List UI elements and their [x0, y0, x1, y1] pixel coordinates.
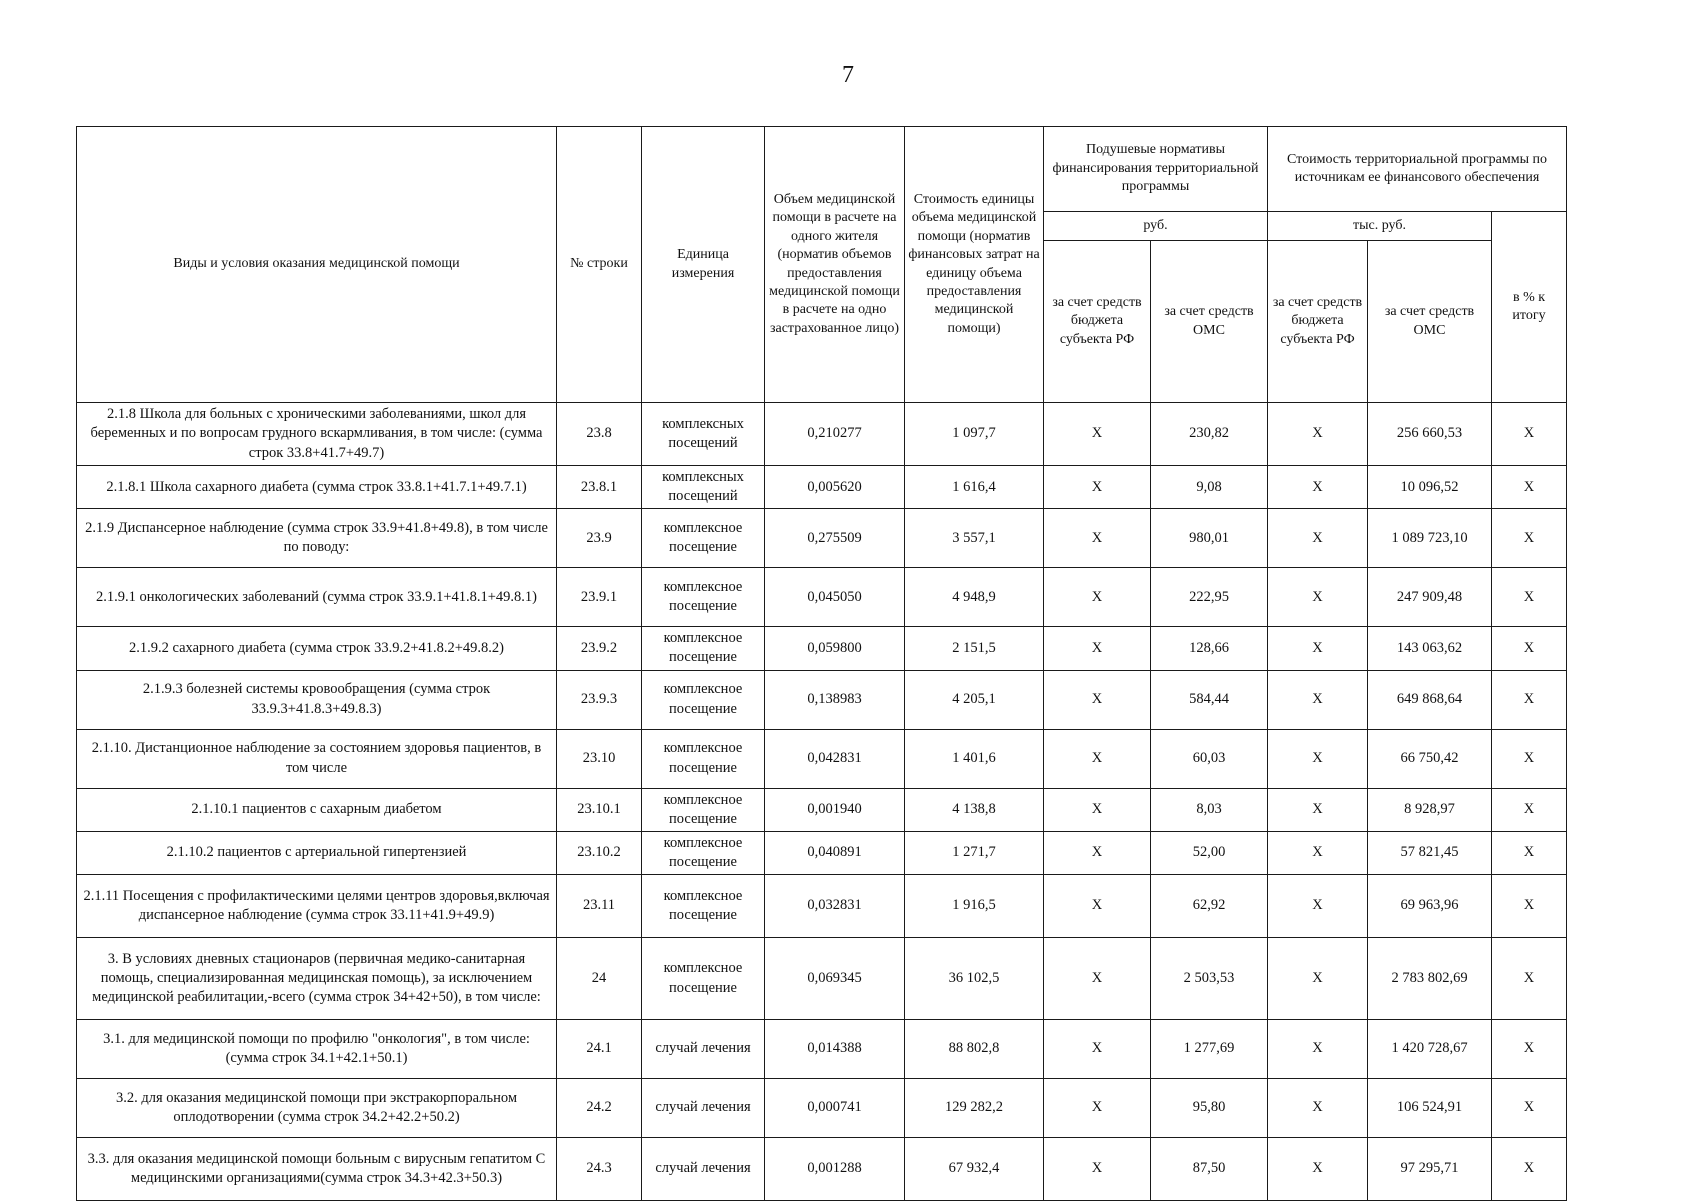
- row-oms-thousand: 97 295,71: [1368, 1138, 1492, 1201]
- row-budget-rub: X: [1044, 1020, 1151, 1079]
- header-unit-rub: руб.: [1044, 212, 1268, 241]
- row-percent: X: [1492, 875, 1567, 938]
- row-line-number: 23.9.1: [557, 568, 642, 627]
- row-budget-thousand: X: [1268, 1020, 1368, 1079]
- row-cost: 1 401,6: [905, 729, 1044, 788]
- row-cost: 1 616,4: [905, 466, 1044, 509]
- row-line-number: 23.10.2: [557, 831, 642, 874]
- table-row: [77, 670, 1567, 729]
- row-cost: 36 102,5: [905, 938, 1044, 1020]
- row-oms-thousand: 143 063,62: [1368, 627, 1492, 670]
- row-oms-thousand: 256 660,53: [1368, 403, 1492, 466]
- row-oms-rub: 52,00: [1151, 831, 1268, 874]
- row-unit: случай лечения: [642, 1138, 765, 1201]
- row-unit: комплексное посещение: [642, 509, 765, 568]
- row-percent: X: [1492, 938, 1567, 1020]
- row-oms-rub: 980,01: [1151, 509, 1268, 568]
- row-percent: X: [1492, 403, 1567, 466]
- row-volume: 0,042831: [765, 729, 905, 788]
- row-volume: 0,059800: [765, 627, 905, 670]
- row-oms-thousand: 649 868,64: [1368, 670, 1492, 729]
- table-row: [77, 1079, 1567, 1138]
- row-percent: X: [1492, 1138, 1567, 1201]
- row-percent: X: [1492, 1079, 1567, 1138]
- row-budget-thousand: X: [1268, 875, 1368, 938]
- row-cost: 88 802,8: [905, 1020, 1044, 1079]
- row-budget-rub: X: [1044, 568, 1151, 627]
- row-budget-rub: X: [1044, 788, 1151, 831]
- row-oms-rub: 87,50: [1151, 1138, 1268, 1201]
- row-budget-thousand: X: [1268, 788, 1368, 831]
- row-oms-thousand: 106 524,91: [1368, 1079, 1492, 1138]
- row-volume: 0,001940: [765, 788, 905, 831]
- row-line-number: 23.8.1: [557, 466, 642, 509]
- row-unit: комплексных посещений: [642, 466, 765, 509]
- row-budget-thousand: X: [1268, 466, 1368, 509]
- table-row: [77, 403, 1567, 466]
- table-row: [77, 627, 1567, 670]
- row-budget-thousand: X: [1268, 627, 1368, 670]
- row-unit: комплексное посещение: [642, 831, 765, 874]
- table-row: [77, 466, 1567, 509]
- row-oms-rub: 8,03: [1151, 788, 1268, 831]
- row-description: 3.2. для оказания медицинской помощи при экстракорпоральном оплодотворении (сумма строк 34.2+42.2+50.2): [77, 1079, 557, 1138]
- row-budget-rub: X: [1044, 875, 1151, 938]
- row-oms-rub: 1 277,69: [1151, 1020, 1268, 1079]
- row-cost: 2 151,5: [905, 627, 1044, 670]
- row-unit: комплексное посещение: [642, 875, 765, 938]
- row-budget-rub: X: [1044, 509, 1151, 568]
- row-percent: X: [1492, 568, 1567, 627]
- row-budget-thousand: X: [1268, 1079, 1368, 1138]
- row-budget-rub: X: [1044, 1138, 1151, 1201]
- row-line-number: 23.10: [557, 729, 642, 788]
- row-oms-thousand: 66 750,42: [1368, 729, 1492, 788]
- row-oms-rub: 62,92: [1151, 875, 1268, 938]
- row-cost: 1 097,7: [905, 403, 1044, 466]
- header-percent: в % к итогу: [1492, 212, 1567, 403]
- row-oms-rub: 222,95: [1151, 568, 1268, 627]
- row-description: 2.1.9 Диспансерное наблюдение (сумма строк 33.9+41.8+49.8), в том числе по поводу:: [77, 509, 557, 568]
- header-oms-rub: за счет средств ОМС: [1151, 241, 1268, 403]
- row-cost: 4 205,1: [905, 670, 1044, 729]
- row-oms-thousand: 1 089 723,10: [1368, 509, 1492, 568]
- header-unit: Единица измерения: [642, 127, 765, 403]
- row-volume: 0,001288: [765, 1138, 905, 1201]
- row-line-number: 24: [557, 938, 642, 1020]
- table-row: [77, 568, 1567, 627]
- row-unit: случай лечения: [642, 1079, 765, 1138]
- row-volume: 0,040891: [765, 831, 905, 874]
- row-description: 2.1.9.1 онкологических заболеваний (сумма строк 33.9.1+41.8.1+49.8.1): [77, 568, 557, 627]
- header-cost: Стоимость единицы объема медицинской помощи (норматив финансовых затрат на единицу объема предоставления медицинской помощи): [905, 127, 1044, 403]
- row-budget-rub: X: [1044, 403, 1151, 466]
- row-oms-thousand: 2 783 802,69: [1368, 938, 1492, 1020]
- row-oms-thousand: 8 928,97: [1368, 788, 1492, 831]
- row-line-number: 23.10.1: [557, 788, 642, 831]
- row-line-number: 24.1: [557, 1020, 642, 1079]
- row-description: 2.1.9.2 сахарного диабета (сумма строк 33.9.2+41.8.2+49.8.2): [77, 627, 557, 670]
- row-cost: 67 932,4: [905, 1138, 1044, 1201]
- row-percent: X: [1492, 670, 1567, 729]
- row-unit: комплексное посещение: [642, 729, 765, 788]
- row-unit: комплексное посещение: [642, 788, 765, 831]
- row-volume: 0,005620: [765, 466, 905, 509]
- header-volume: Объем медицинской помощи в расчете на одного жителя (норматив объемов предоставления медицинской помощи в расчете на одно застрахованное лицо): [765, 127, 905, 403]
- row-budget-thousand: X: [1268, 831, 1368, 874]
- row-percent: X: [1492, 788, 1567, 831]
- row-line-number: 23.9.2: [557, 627, 642, 670]
- row-volume: 0,275509: [765, 509, 905, 568]
- row-percent: X: [1492, 627, 1567, 670]
- table-row: [77, 509, 1567, 568]
- page-number: 7: [842, 62, 854, 88]
- row-description: 2.1.8 Школа для больных с хроническими заболеваниями, школ для беременных и по вопросам грудного вскармливания, в том числе: (сумма строк 33.8+41.7+49.7): [77, 403, 557, 466]
- row-cost: 129 282,2: [905, 1079, 1044, 1138]
- header-types: Виды и условия оказания медицинской помощи: [77, 127, 557, 403]
- row-line-number: 23.9: [557, 509, 642, 568]
- row-oms-rub: 128,66: [1151, 627, 1268, 670]
- row-unit: комплексное посещение: [642, 568, 765, 627]
- row-description: 2.1.10. Дистанционное наблюдение за состоянием здоровья пациентов, в том числе: [77, 729, 557, 788]
- row-unit: комплексных посещений: [642, 403, 765, 466]
- row-line-number: 24.3: [557, 1138, 642, 1201]
- row-volume: 0,210277: [765, 403, 905, 466]
- row-budget-rub: X: [1044, 627, 1151, 670]
- row-oms-rub: 230,82: [1151, 403, 1268, 466]
- financing-table: [76, 126, 1567, 1201]
- table-row: [77, 875, 1567, 938]
- header-line-number: № строки: [557, 127, 642, 403]
- row-cost: 1 916,5: [905, 875, 1044, 938]
- row-oms-thousand: 1 420 728,67: [1368, 1020, 1492, 1079]
- row-oms-thousand: 247 909,48: [1368, 568, 1492, 627]
- row-line-number: 23.8: [557, 403, 642, 466]
- row-description: 2.1.11 Посещения с профилактическими целями центров здоровья,включая диспансерное наблюдение (сумма строк 33.11+41.9+49.9): [77, 875, 557, 938]
- row-volume: 0,045050: [765, 568, 905, 627]
- row-volume: 0,000741: [765, 1079, 905, 1138]
- row-description: 3.1. для медицинской помощи по профилю "онкология", в том числе: (сумма строк 34.1+42.1+50.1): [77, 1020, 557, 1079]
- row-oms-rub: 2 503,53: [1151, 938, 1268, 1020]
- row-budget-thousand: X: [1268, 1138, 1368, 1201]
- row-budget-thousand: X: [1268, 403, 1368, 466]
- row-line-number: 23.9.3: [557, 670, 642, 729]
- row-budget-rub: X: [1044, 1079, 1151, 1138]
- row-unit: комплексное посещение: [642, 670, 765, 729]
- row-unit: случай лечения: [642, 1020, 765, 1079]
- table-row: [77, 729, 1567, 788]
- row-description: 3.3. для оказания медицинской помощи больным с вирусным гепатитом С медицинскими организациями(сумма строк 34.3+42.3+50.3): [77, 1138, 557, 1201]
- table-row: [77, 938, 1567, 1020]
- row-volume: 0,032831: [765, 875, 905, 938]
- row-oms-thousand: 10 096,52: [1368, 466, 1492, 509]
- row-oms-thousand: 57 821,45: [1368, 831, 1492, 874]
- row-oms-rub: 584,44: [1151, 670, 1268, 729]
- row-budget-rub: X: [1044, 466, 1151, 509]
- row-percent: X: [1492, 509, 1567, 568]
- row-unit: комплексное посещение: [642, 627, 765, 670]
- row-volume: 0,138983: [765, 670, 905, 729]
- row-budget-thousand: X: [1268, 509, 1368, 568]
- row-budget-rub: X: [1044, 938, 1151, 1020]
- row-oms-rub: 60,03: [1151, 729, 1268, 788]
- header-oms-thousand: за счет средств ОМС: [1368, 241, 1492, 403]
- table-row: [77, 1020, 1567, 1079]
- row-line-number: 24.2: [557, 1079, 642, 1138]
- row-percent: X: [1492, 831, 1567, 874]
- row-cost: 4 948,9: [905, 568, 1044, 627]
- row-oms-rub: 9,08: [1151, 466, 1268, 509]
- row-description: 2.1.9.3 болезней системы кровообращения (сумма строк 33.9.3+41.8.3+49.8.3): [77, 670, 557, 729]
- row-volume: 0,069345: [765, 938, 905, 1020]
- header-budget-rub: за счет средств бюджета субъекта РФ: [1044, 241, 1151, 403]
- row-percent: X: [1492, 1020, 1567, 1079]
- row-budget-thousand: X: [1268, 938, 1368, 1020]
- row-description: 3. В условиях дневных стационаров (первичная медико-санитарная помощь, специализированная медицинская помощь), за исключением медицинской реабилитации,-всего (сумма строк 34+42+50), в том числе:: [77, 938, 557, 1020]
- row-description: 2.1.8.1 Школа сахарного диабета (сумма строк 33.8.1+41.7.1+49.7.1): [77, 466, 557, 509]
- row-volume: 0,014388: [765, 1020, 905, 1079]
- table-row: [77, 788, 1567, 831]
- row-description: 2.1.10.1 пациентов с сахарным диабетом: [77, 788, 557, 831]
- row-cost: 1 271,7: [905, 831, 1044, 874]
- row-unit: комплексное посещение: [642, 938, 765, 1020]
- table-row: [77, 831, 1567, 874]
- header-per-capita-group: Подушевые нормативы финансирования территориальной программы: [1044, 127, 1268, 212]
- row-line-number: 23.11: [557, 875, 642, 938]
- header-budget-thousand: за счет средств бюджета субъекта РФ: [1268, 241, 1368, 403]
- row-budget-rub: X: [1044, 670, 1151, 729]
- row-oms-rub: 95,80: [1151, 1079, 1268, 1138]
- row-percent: X: [1492, 729, 1567, 788]
- row-cost: 4 138,8: [905, 788, 1044, 831]
- row-description: 2.1.10.2 пациентов с артериальной гипертензией: [77, 831, 557, 874]
- header-unit-thousand-rub: тыс. руб.: [1268, 212, 1492, 241]
- row-budget-thousand: X: [1268, 670, 1368, 729]
- row-budget-thousand: X: [1268, 729, 1368, 788]
- row-budget-thousand: X: [1268, 568, 1368, 627]
- table-row: [77, 1138, 1567, 1201]
- header-program-cost-group: Стоимость территориальной программы по источникам ее финансового обеспечения: [1268, 127, 1567, 212]
- row-oms-thousand: 69 963,96: [1368, 875, 1492, 938]
- row-budget-rub: X: [1044, 729, 1151, 788]
- row-budget-rub: X: [1044, 831, 1151, 874]
- row-cost: 3 557,1: [905, 509, 1044, 568]
- row-percent: X: [1492, 466, 1567, 509]
